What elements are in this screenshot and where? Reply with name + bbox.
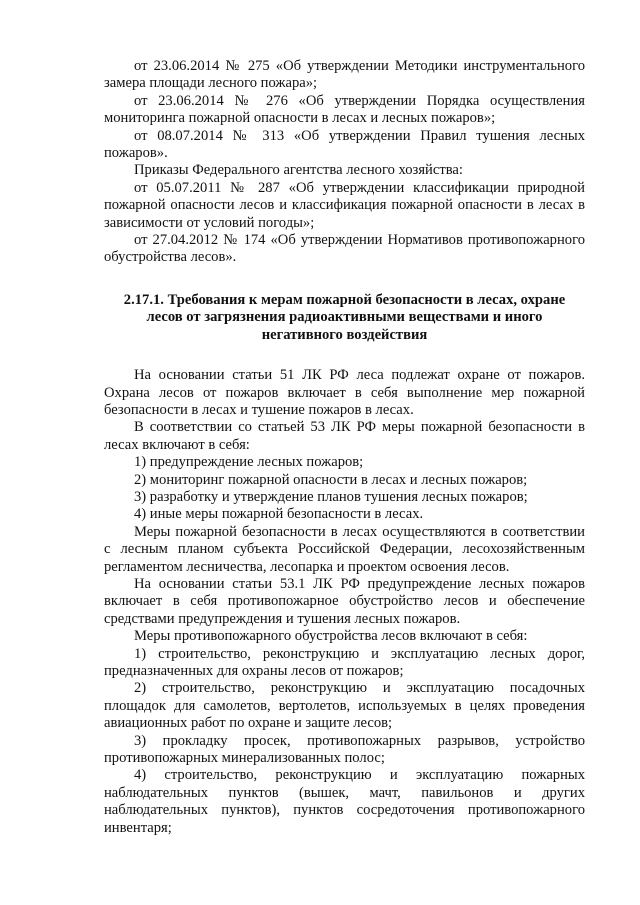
paragraph: На основании статьи 51 ЛК РФ леса подлежат охране от пожаров. Охрана лесов от пожаров включает в себя выполнение мер пожарной безопасности в лесах и тушение пожаров в лесах. [104, 367, 585, 418]
list-item: 1) строительство, реконструкцию и эксплуатацию лесных дорог, предназначенных для охраны лесов от пожаров; [104, 645, 585, 679]
paragraph: от 08.07.2014 № 313 «Об утверждении Правил тушения лесных пожаров». [104, 127, 585, 162]
intro-block [104, 58, 585, 267]
list-item: 3) разработку и утверждение планов тушения лесных пожаров; [134, 488, 528, 505]
paragraph: от 05.07.2011 № 287 «Об утверждении классификации природной пожарной опасности лесов и классификация пожарной опасности в лесах в зависимости от условий погоды»; [104, 179, 585, 231]
paragraph: Меры противопожарного обустройства лесов включают в себя: [134, 628, 528, 645]
paragraph: от 23.06.2014 № 276 «Об утверждении Порядка осуществления мониторинга пожарной опасности в лесах и лесных пожаров»; [104, 92, 585, 127]
paragraph: На основании статьи 53.1 ЛК РФ предупреждение лесных пожаров включает в себя противопожарное обустройство лесов и обеспечение средствами предупреждения и тушения лесных пожаров. [104, 575, 585, 627]
paragraph: Приказы Федерального агентства лесного хозяйства: [134, 162, 463, 179]
list-item: 3) прокладку просек, противопожарных разрывов, устройство противопожарных минерализованных полос; [104, 732, 585, 767]
section-title: 2.17.1. Требования к мерам пожарной безопасности в лесах, охране лесов от загрязнения радиоактивными веществами и иного негативного воздействия [123, 291, 566, 343]
paragraph: от 27.04.2012 № 174 «Об утверждении Нормативов противопожарного обустройства лесов». [104, 232, 585, 266]
list-item: 1) предупреждение лесных пожаров; [134, 454, 364, 471]
section-body [104, 367, 585, 837]
list-item: 2) строительство, реконструкцию и эксплуатацию посадочных площадок для самолетов, вертолетов, используемых в целях проведения авиационных работ по охране и защите лесов; [104, 680, 585, 732]
paragraph: от 23.06.2014 № 275 «Об утверждении Методики инструментального замера площади лесного пожара»; [104, 58, 585, 92]
paragraph: В соответствии со статьей 53 ЛК РФ меры пожарной безопасности в лесах включают в себя: [104, 419, 585, 453]
paragraph: Меры пожарной безопасности в лесах осуществляются в соответствии с лесным планом субъекта Российской Федерации, лесохозяйственным регламентом лесничества, лесопарка и проектом освоения лесов. [104, 523, 585, 575]
list-item: 4) иные меры пожарной безопасности в лесах. [134, 506, 424, 523]
list-item: 2) мониторинг пожарной опасности в лесах и лесных пожаров; [134, 471, 528, 488]
list-item: 4) строительство, реконструкцию и эксплуатацию пожарных наблюдательных пунктов (вышек, мачт, павильонов и других наблюдательных пунктов), пунктов сосредоточения противопожарного инвентаря; [104, 767, 585, 836]
